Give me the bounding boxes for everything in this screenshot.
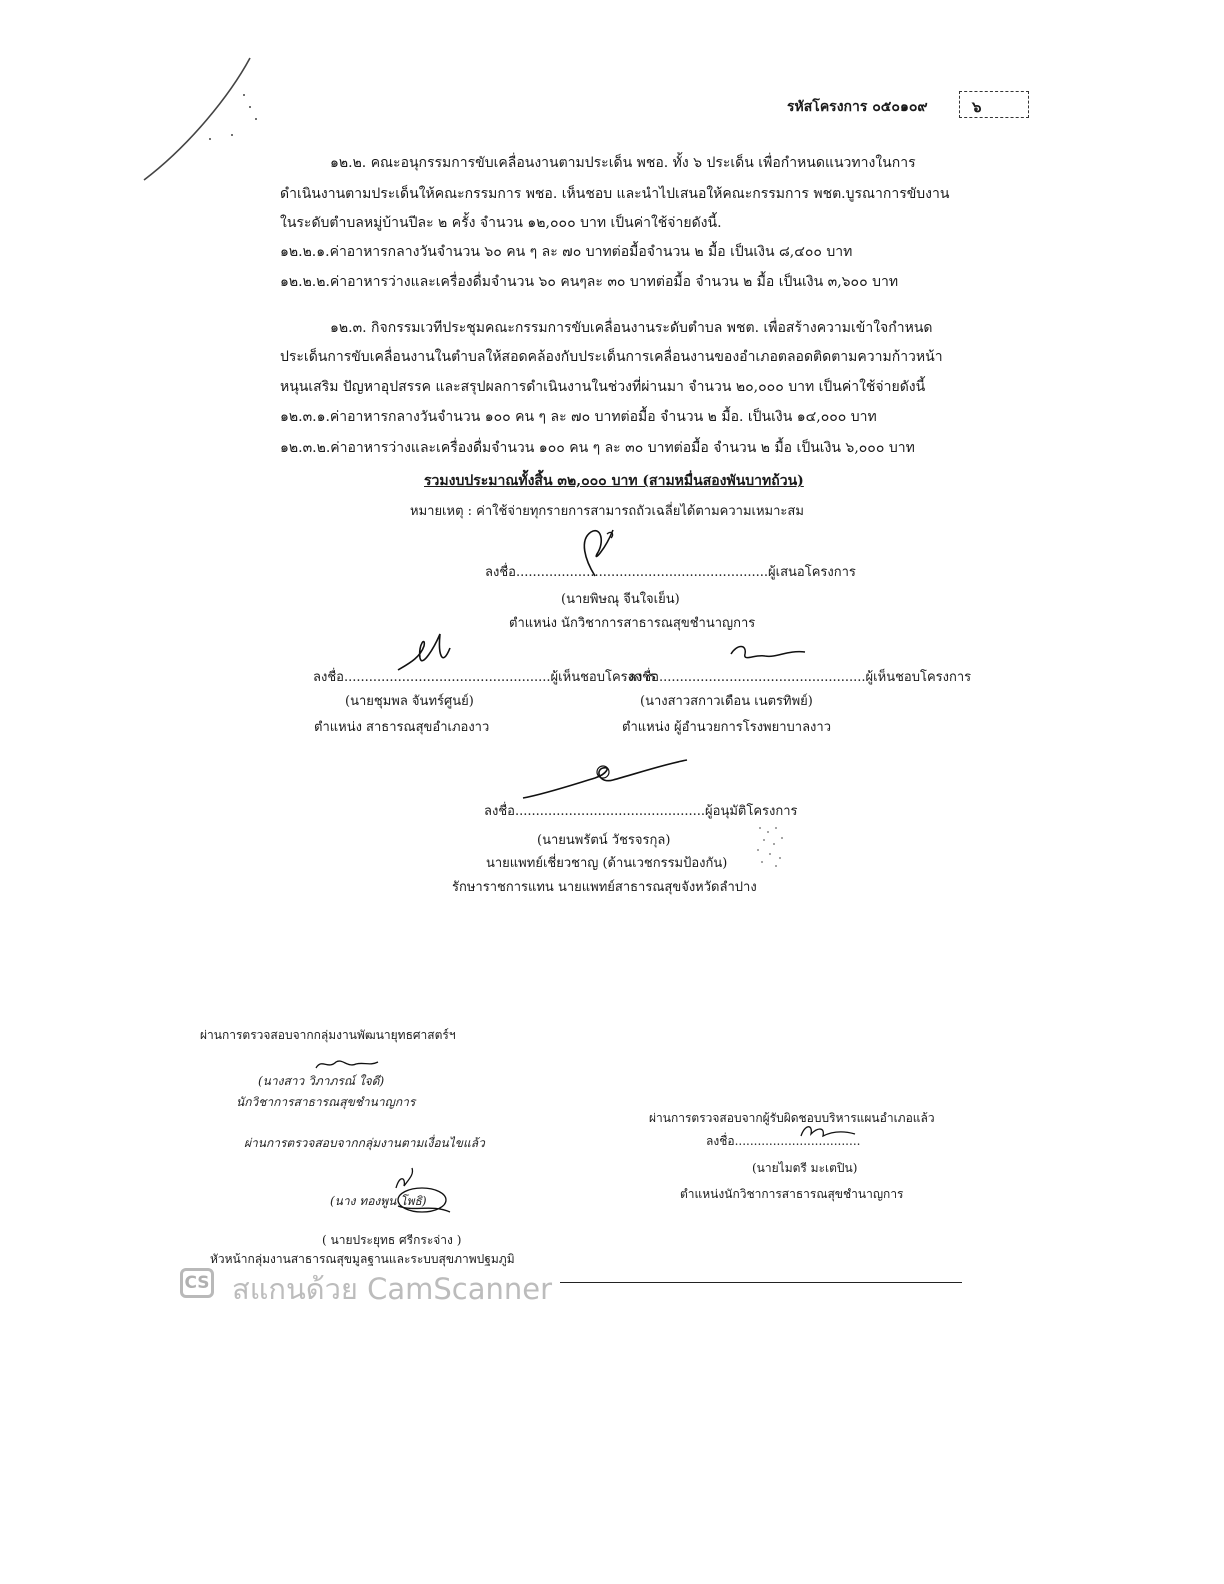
left-approver-position: ตำแหน่ง สาธารณสุขอำเภองาว: [314, 720, 490, 735]
right-approver-position: ตำแหน่ง ผู้อำนวยการโรงพยาบาลงาว: [622, 720, 832, 735]
review-left-position: หัวหน้ากลุ่มงานสาธารณสุขมูลฐานและระบบสุขภาพปฐมภูมิ: [210, 1252, 515, 1266]
section-12-2-line-1: ๑๒.๒. คณะอนุกรรมการขับเคลื่อนงานตามประเด็น พชอ. ทั้ง ๖ ประเด็น เพื่อกำหนดแนวทางในการ: [330, 155, 916, 171]
section-12-3-line-2: ประเด็นการขับเคลื่อนงานในตำบลให้สอดคล้องกับประเด็นการเคลื่อนงานของอำเภอตลอดติดตามความก้าวหน้า: [280, 349, 943, 365]
section-12-2-line-2: ดำเนินงานตามประเด็นให้คณะกรรมการ พชอ. เห็นชอบ และนำไปเสนอให้คณะกรรมการ พชต.บูรณาการขับงาน: [280, 186, 950, 202]
section-12-2-line-3: ในระดับตำบลหมู่บ้านปีละ ๒ ครั้ง จำนวน ๑๒,๐๐๐ บาท เป็นค่าใช้จ่ายดังนี้.: [280, 215, 722, 231]
review-right-sign-line: ลงชื่อ.................................: [706, 1134, 861, 1148]
camscanner-watermark: สแกนด้วย CamScanner: [232, 1272, 553, 1306]
scan-artifact-line: [140, 55, 260, 185]
proposer-sign-line: ลงชื่อ.............................................................ผู้เสนอโครงการ: [485, 565, 856, 580]
project-code-label: รหัสโครงการ ๐๕๐๑๐๙: [787, 99, 928, 115]
authorizer-sign-line: ลงชื่อ..............................................ผู้อนุมัติโครงการ: [484, 804, 798, 819]
section-12-3-line-3: หนุนเสริม ปัญหาอุปสรรค และสรุปผลการดำเนินงานในช่วงที่ผ่านมา จำนวน ๒๐,๐๐๐ บาท เป็นค่าใช้จ่ายดังนี้: [280, 379, 926, 395]
review-right-name: (นายไมตรี มะเตปิน): [752, 1161, 858, 1175]
review-right-heading: ผ่านการตรวจสอบจากผู้รับผิดชอบบริหารแผนอำเภอแล้ว: [649, 1111, 935, 1125]
right-approver-name: (นางสาวสกาวเดือน เนตรทิพย์): [640, 694, 813, 709]
review-left-heading: ผ่านการตรวจสอบจากกลุ่มงานพัฒนายุทธศาสตร์ฯ: [200, 1028, 456, 1042]
review-left-handwriting-position: นักวิชาการสาธารณสุขชำนาญการ: [236, 1095, 416, 1109]
review-left-handwriting-name: (นางสาว วิภาภรณ์ ใจดี): [258, 1074, 385, 1088]
stamp-speckle: [752, 822, 792, 872]
page-number: ๖: [972, 98, 982, 116]
section-12-3-1: ๑๒.๓.๑.ค่าอาหารกลางวันจำนวน ๑๐๐ คน ๆ ละ ๗๐ บาทต่อมื้อ จำนวน ๒ มื้อ. เป็นเงิน ๑๔,๐๐๐ บาท: [280, 409, 877, 425]
review-right-position: ตำแหน่งนักวิชาการสาธารณสุขชำนาญการ: [680, 1187, 904, 1201]
footer-rule: [560, 1282, 962, 1283]
proposer-name: (นายพิษณุ จีนใจเย็น): [561, 592, 680, 607]
budget-note: หมายเหตุ : ค่าใช้จ่ายทุกรายการสามารถถัวเฉลี่ยได้ตามความเหมาะสม: [410, 504, 804, 519]
review-left-handwriting-note: ผ่านการตรวจสอบจากกลุ่มงานตามเงื่อนไขแล้ว: [244, 1136, 485, 1150]
authorizer-title-2: รักษาราชการแทน นายแพทย์สาธารณสุขจังหวัดลำปาง: [452, 880, 757, 895]
authorizer-title-1: นายแพทย์เชี่ยวชาญ (ด้านเวชกรรมป้องกัน): [486, 856, 728, 871]
section-12-3-2: ๑๒.๓.๒.ค่าอาหารว่างและเครื่องดื่มจำนวน ๑๐๐ คน ๆ ละ ๓๐ บาทต่อมื้อ จำนวน ๒ มื้อ เป็นเงิน ๖,๐๐๐ บาท: [280, 440, 915, 456]
page-number-box: [959, 91, 1029, 118]
section-12-2-1: ๑๒.๒.๑.ค่าอาหารกลางวันจำนวน ๖๐ คน ๆ ละ ๗๐ บาทต่อมื้อจำนวน ๒ มื้อ เป็นเงิน ๘,๔๐๐ บาท: [280, 244, 853, 260]
proposer-position: ตำแหน่ง นักวิชาการสาธารณสุขชำนาญการ: [509, 616, 756, 631]
right-approver-sign-line: ลงชื่อ..................................................ผู้เห็นชอบโครงการ: [628, 670, 972, 685]
review-left-signature-mark: [312, 1054, 382, 1074]
section-12-2-2: ๑๒.๒.๒.ค่าอาหารว่างและเครื่องดื่มจำนวน ๖๐ คนๆละ ๓๐ บาทต่อมื้อ จำนวน ๒ มื้อ เป็นเงิน ๓,๖๐๐ บาท: [280, 274, 899, 290]
camscanner-logo-icon: CS: [180, 1268, 214, 1298]
review-left-handwriting-name-2: (นาง ทองพูน โพธิ): [330, 1194, 427, 1208]
left-approver-sign-line: ลงชื่อ..................................................ผู้เห็นชอบโครงการ: [313, 670, 657, 685]
left-approver-name: (นายชุมพล จันทร์ศูนย์): [345, 694, 474, 709]
review-left-name: ( นายประยุทธ ศรีกระจ่าง ): [322, 1233, 462, 1247]
budget-total: รวมงบประมาณทั้งสิ้น ๓๒,๐๐๐ บาท (สามหมื่นสองพันบาทถ้วน): [424, 473, 804, 489]
authorizer-name: (นายนพรัตน์ วัชรจรกุล): [537, 833, 671, 848]
section-12-3-line-1: ๑๒.๓. กิจกรรมเวทีประชุมคณะกรรมการขับเคลื่อนงานระดับตำบล พชต. เพื่อสร้างความเข้าใจกำหนด: [330, 320, 933, 336]
